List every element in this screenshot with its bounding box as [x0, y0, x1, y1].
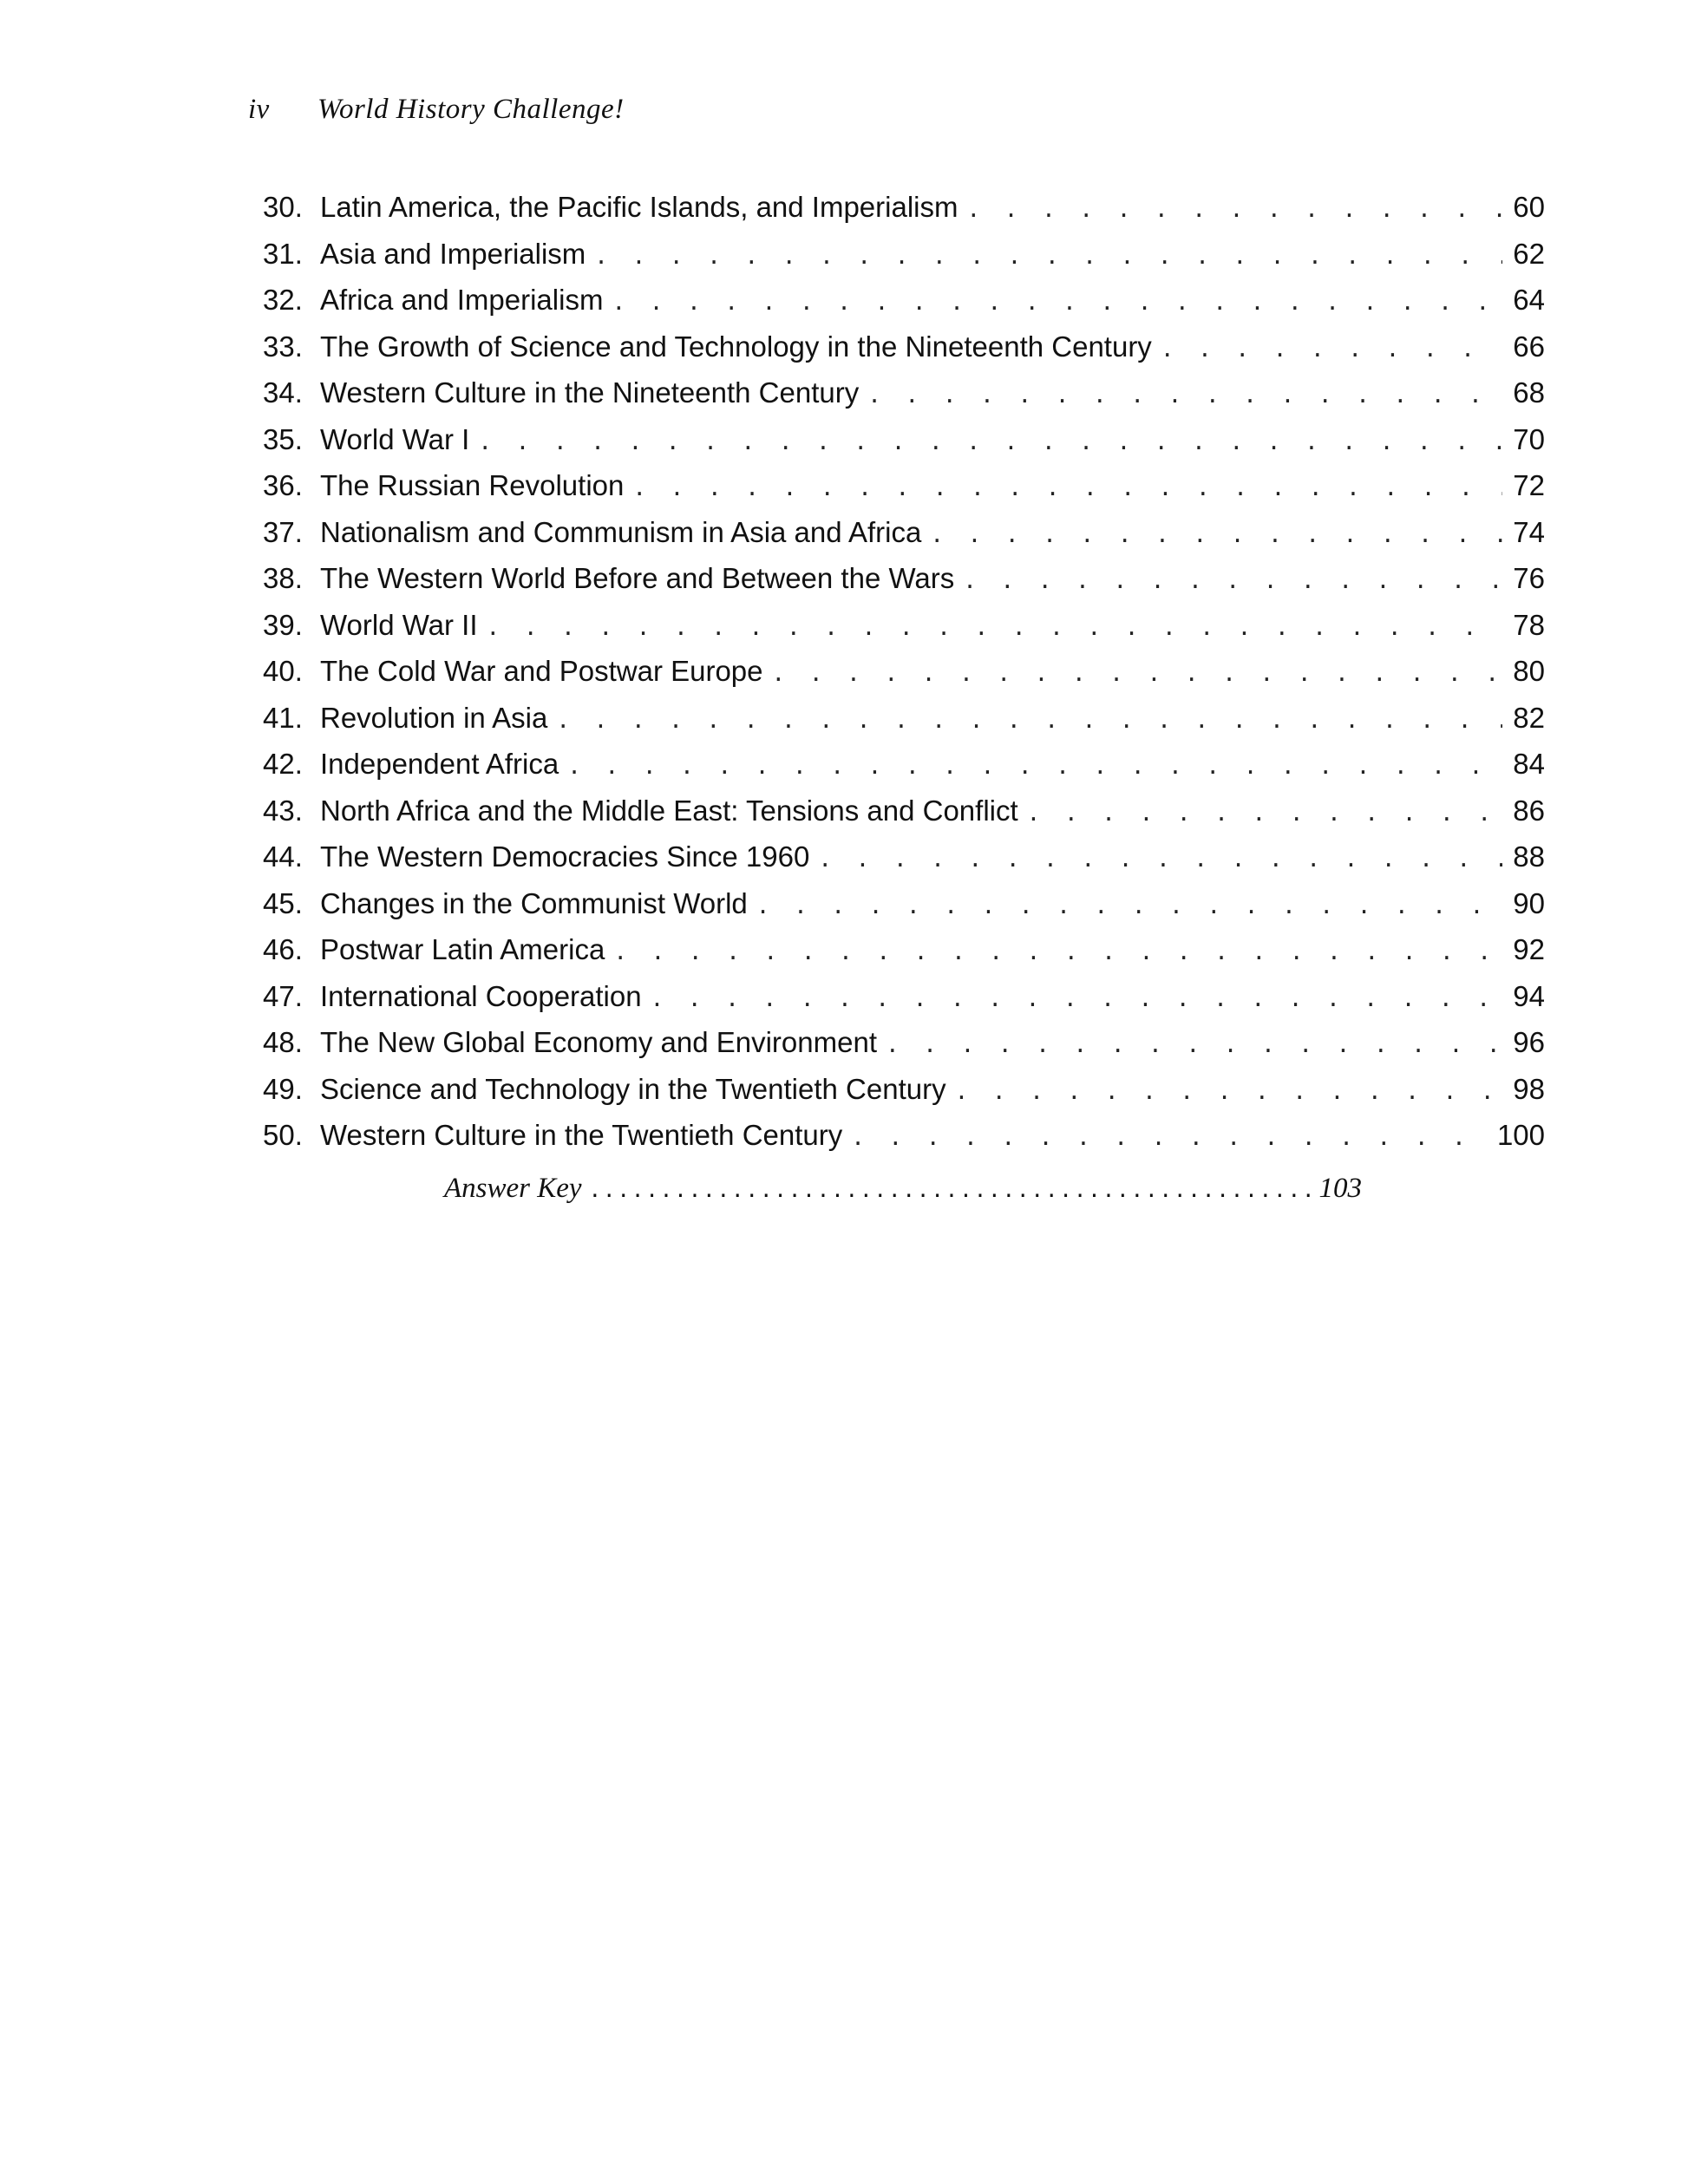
- toc-entry: [263, 980, 1545, 1027]
- toc-entry-title: Western Culture in the Nineteenth Century: [320, 376, 860, 409]
- dot-leader: [1161, 337, 1502, 363]
- toc-entry-number: 48.: [263, 1026, 303, 1058]
- dot-leader: [967, 197, 1503, 223]
- dot-leader: [594, 244, 1502, 270]
- running-header: [248, 94, 625, 126]
- toc-entry: [263, 933, 1545, 980]
- toc-entry-page: 88: [1513, 840, 1545, 873]
- toc-entry-title: The Cold War and Postwar Europe: [320, 655, 763, 687]
- toc-entry-page: 94: [1513, 979, 1545, 1012]
- toc-entry: [263, 284, 1545, 330]
- toc-entry: [263, 330, 1545, 377]
- toc-entry-title: Independent Africa: [320, 748, 559, 780]
- toc-entry-number: 34.: [263, 376, 303, 409]
- toc-entry: [263, 609, 1545, 656]
- table-of-contents: [263, 191, 1545, 1166]
- toc-entry-number: 43.: [263, 794, 303, 827]
- toc-entry-page: 66: [1513, 330, 1545, 363]
- toc-entry-title: Postwar Latin America: [320, 933, 605, 965]
- toc-entry: [263, 376, 1545, 423]
- toc-entry-title: The Russian Revolution: [320, 469, 625, 501]
- dot-leader: [651, 986, 1503, 1012]
- toc-entry-page: 82: [1513, 701, 1545, 734]
- toc-entry-number: 45.: [263, 886, 303, 919]
- toc-entry-page: 62: [1513, 237, 1545, 270]
- toc-entry-page: 86: [1513, 794, 1545, 827]
- toc-entry: [263, 423, 1545, 470]
- dot-leader: [930, 522, 1502, 548]
- toc-entry-title: Africa and Imperialism: [320, 284, 604, 316]
- toc-entry-title: Western Culture in the Twentieth Century: [320, 1119, 843, 1151]
- dot-leader: [613, 939, 1502, 965]
- toc-entry-number: 32.: [263, 284, 303, 316]
- toc-entry-page: 84: [1513, 748, 1545, 780]
- toc-entry-page: 100: [1496, 1119, 1545, 1151]
- dot-leader: [487, 615, 1503, 641]
- answer-key-title: Answer Key: [444, 1173, 582, 1204]
- toc-entry-page: 78: [1513, 608, 1545, 641]
- toc-entry-page: 64: [1513, 284, 1545, 316]
- book-title: World History Challenge!: [317, 94, 625, 125]
- toc-entry: [263, 748, 1545, 794]
- dot-leader: [612, 290, 1502, 316]
- toc-entry-number: 44.: [263, 840, 303, 873]
- toc-entry-title: The Western Democracies Since 1960: [320, 840, 810, 873]
- toc-entry: [263, 794, 1545, 841]
- toc-entry-number: 38.: [263, 562, 303, 594]
- toc-entry-number: 49.: [263, 1072, 303, 1105]
- toc-entry-number: 33.: [263, 330, 303, 363]
- toc-entry-page: 98: [1513, 1072, 1545, 1105]
- toc-entry: [263, 1119, 1545, 1166]
- toc-entry-page: 92: [1513, 933, 1545, 965]
- dot-leader: [886, 1032, 1502, 1058]
- toc-entry: [263, 238, 1545, 284]
- toc-entry-title: World War I: [320, 422, 470, 455]
- toc-entry-page: 74: [1513, 515, 1545, 548]
- toc-entry-page: 72: [1513, 469, 1545, 501]
- toc-entry: [263, 191, 1545, 238]
- dot-leader: [851, 1125, 1487, 1151]
- toc-entry-page: 68: [1513, 376, 1545, 409]
- toc-entry-number: 42.: [263, 748, 303, 780]
- toc-entry-title: Changes in the Communist World: [320, 886, 748, 919]
- toc-entry-title: The Growth of Science and Technology in the Nineteenth Century: [320, 330, 1152, 363]
- toc-entry-number: 35.: [263, 422, 303, 455]
- dot-leader: [963, 568, 1502, 594]
- toc-entry-title: Nationalism and Communism in Asia and Africa: [320, 515, 922, 548]
- answer-key-entry: [444, 1173, 1362, 1205]
- toc-entry-title: Revolution in Asia: [320, 701, 548, 734]
- toc-entry: [263, 469, 1545, 516]
- toc-entry: [263, 887, 1545, 934]
- toc-entry-title: North Africa and the Middle East: Tensions and Conflict: [320, 794, 1018, 827]
- toc-entry-page: 90: [1513, 886, 1545, 919]
- dot-leader: [567, 754, 1502, 780]
- toc-entry-number: 30.: [263, 191, 303, 223]
- dot-leader: [589, 1178, 1312, 1202]
- toc-entry: [263, 562, 1545, 609]
- toc-entry: [263, 702, 1545, 749]
- toc-entry: [263, 655, 1545, 702]
- toc-entry-page: 96: [1513, 1026, 1545, 1058]
- page-folio: iv: [248, 94, 270, 125]
- toc-entry-title: International Cooperation: [320, 979, 642, 1012]
- toc-entry-page: 70: [1513, 422, 1545, 455]
- toc-entry: [263, 1073, 1545, 1120]
- toc-entry-number: 40.: [263, 655, 303, 687]
- toc-entry-number: 39.: [263, 608, 303, 641]
- toc-entry-page: 80: [1513, 655, 1545, 687]
- toc-entry: [263, 1026, 1545, 1073]
- toc-entry-number: 31.: [263, 237, 303, 270]
- toc-entry-page: 76: [1513, 562, 1545, 594]
- dot-leader: [632, 475, 1502, 501]
- dot-leader: [756, 893, 1503, 919]
- dot-leader: [867, 383, 1502, 409]
- toc-entry-title: The New Global Economy and Environment: [320, 1026, 877, 1058]
- dot-leader: [772, 661, 1503, 687]
- toc-entry-page: 60: [1513, 191, 1545, 223]
- toc-entry-number: 47.: [263, 979, 303, 1012]
- toc-entry-number: 41.: [263, 701, 303, 734]
- dot-leader: [955, 1079, 1503, 1105]
- toc-entry-number: 50.: [263, 1119, 303, 1151]
- toc-entry-number: 36.: [263, 469, 303, 501]
- toc-entry: [263, 840, 1545, 887]
- toc-entry-number: 46.: [263, 933, 303, 965]
- toc-entry-title: World War II: [320, 608, 478, 641]
- toc-entry-number: 37.: [263, 515, 303, 548]
- toc-entry: [263, 516, 1545, 563]
- dot-leader: [478, 429, 1502, 455]
- toc-entry-title: The Western World Before and Between the Wars: [320, 562, 955, 594]
- dot-leader: [818, 847, 1502, 873]
- toc-entry-title: Latin America, the Pacific Islands, and Imperialism: [320, 191, 958, 223]
- answer-key-page: 103: [1318, 1173, 1362, 1204]
- dot-leader: [556, 708, 1502, 734]
- toc-entry-title: Science and Technology in the Twentieth Century: [320, 1072, 946, 1105]
- toc-entry-title: Asia and Imperialism: [320, 237, 586, 270]
- dot-leader: [1027, 801, 1503, 827]
